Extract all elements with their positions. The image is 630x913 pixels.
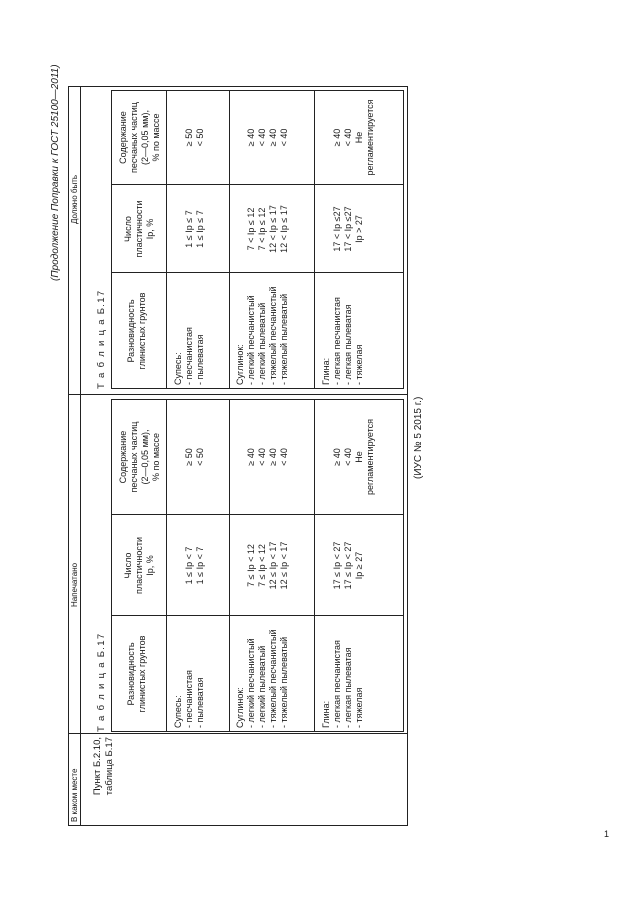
header-printed: Напечатано	[70, 562, 79, 607]
doc-note: (Продолжение Поправки к ГОСТ 25100—2011)	[50, 64, 61, 281]
correct-group-glina-sand: ≥ 40 < 40 Не регламентируется	[332, 99, 375, 176]
printed-group-suglinok-sand: ≥ 40 < 40 ≥ 40 < 40	[246, 448, 289, 466]
correct-group-suglinok-plasticity: 7 < Iр ≤ 12 7 < Iр ≤ 12 12 < Iр ≤ 17 12 < Iр ≤ 17	[246, 205, 289, 253]
location-cell: Пункт Б.2.10, таблица Б.17	[92, 737, 115, 796]
printed-table-caption: Т а б л и ц а Б.17	[96, 632, 107, 732]
printed-group-glina-plasticity: 17 ≤ Iр < 27 17 ≤ Iр < 27 Iр ≥ 27	[332, 541, 364, 590]
header-should-be: Должно быть	[70, 174, 79, 224]
correct-group-glina-names: Глина: - легкая песчанистая - легкая пылеватая - тяжелая	[321, 297, 364, 385]
correct-group-supes-names: Супесь: - песчанистая - пылеватая	[173, 327, 205, 385]
printed-group-glina-sand: ≥ 40 < 40 Не регламентируется	[332, 418, 375, 496]
correct-table-caption: Т а б л и ц а Б.17	[96, 289, 107, 389]
printed-group-supes-sand: ≥ 50 < 50	[184, 448, 205, 466]
printed-col-plasticity: Число пластичности Iр, %	[123, 536, 155, 595]
printed-group-supes-names: Супесь: - песчанистая - пылеватая	[173, 670, 205, 728]
printed-group-suglinok-names: Суглинок: - легкий песчанистый - легкий пылеватый - тяжелый песчанистый - тяжелый пылеватый	[235, 629, 289, 728]
printed-group-supes-plasticity: 1 ≤ Iр < 7 1 ≤ Iр < 7	[184, 546, 205, 585]
correct-col-sand: Содержание песчаных частиц (2—0,05 мм), % по массе	[118, 102, 161, 173]
correct-group-glina-plasticity: 17 < Iр ≤27 17 < Iр ≤27 Iр > 27	[332, 206, 364, 252]
header-where: В каком месте	[70, 768, 79, 822]
correct-group-supes-plasticity: 1 ≤ Iр ≤ 7 1 ≤ Iр ≤ 7	[184, 210, 205, 248]
correct-group-supes-sand: ≥ 50 < 50	[184, 128, 205, 147]
printed-group-glina-names: Глина: - легкая песчанистая - легкая пылеватая - тяжелая	[321, 640, 364, 728]
correct-col-variety: Разновидность глинистых грунтов	[126, 292, 147, 370]
source-note: (ИУС № 5 2015 г.)	[413, 396, 424, 479]
printed-col-sand: Содержание песчаных частиц (2—0,05 мм), % по массе	[118, 421, 161, 493]
printed-group-suglinok-plasticity: 7 ≤ Iр < 12 7 ≤ Iр < 12 12 ≤ Iр < 17 12 ≤ Iр < 17	[246, 541, 289, 590]
correct-group-suglinok-sand: ≥ 40 < 40 ≥ 40 < 40	[246, 128, 289, 147]
printed-col-variety: Разновидность глинистых грунтов	[126, 635, 147, 713]
correct-group-suglinok-names: Суглинок: - легкий песчанистый - легкий пылеватый - тяжелый песчанистый - тяжелый пылеватый	[235, 286, 289, 385]
correct-col-plasticity: Число пластичности Iр, %	[123, 200, 155, 258]
page-number: 1	[603, 829, 609, 839]
